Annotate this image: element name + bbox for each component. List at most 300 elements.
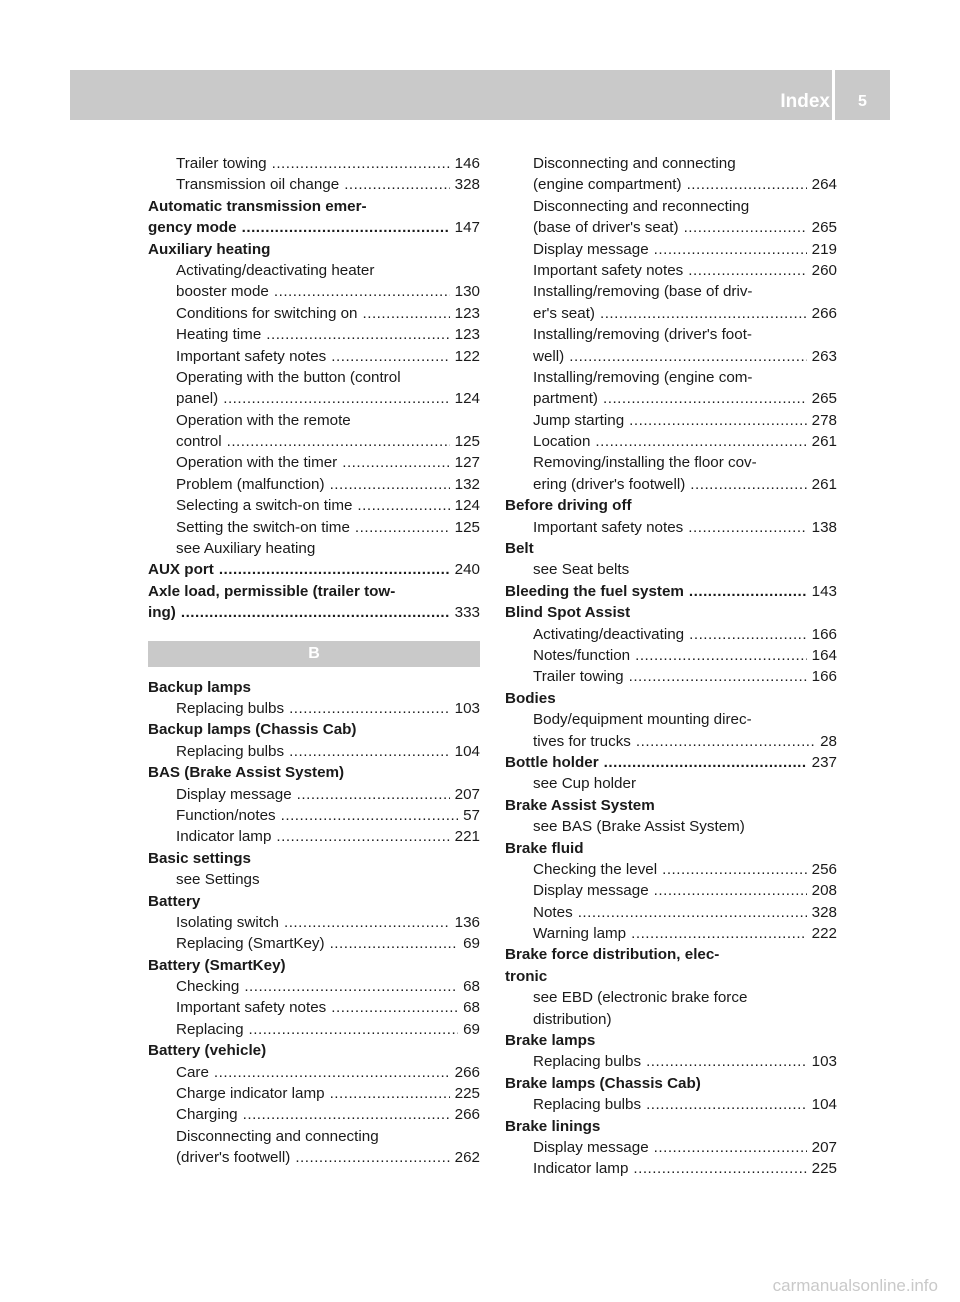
- entry-text: partment): [533, 390, 598, 408]
- index-subentry: [505, 474, 837, 495]
- index-entry: [148, 217, 480, 238]
- page-reference: 136: [454, 913, 480, 931]
- page-reference: 122: [454, 347, 480, 365]
- dot-leader: [242, 217, 450, 238]
- dot-leader: [344, 174, 449, 195]
- entry-text: see Seat belts: [533, 561, 630, 579]
- index-subentry: [505, 281, 837, 302]
- entry-text: Charge indicator lamp: [176, 1085, 325, 1103]
- page-reference: 260: [811, 261, 837, 279]
- dot-leader: [662, 859, 807, 880]
- page-reference: 278: [811, 411, 837, 429]
- index-entry: [148, 891, 480, 912]
- dot-leader: [363, 303, 450, 324]
- index-subentry: [148, 1083, 480, 1104]
- entry-text: Display message: [533, 882, 649, 900]
- index-entry: [148, 559, 480, 580]
- index-subentry: [148, 976, 480, 997]
- page-reference: 221: [454, 828, 480, 846]
- entry-text: panel): [176, 390, 219, 408]
- index-subentry: [148, 933, 480, 954]
- index-subentry: [148, 260, 480, 281]
- dot-leader: [284, 912, 450, 933]
- entry-text: Selecting a switch-on time: [176, 497, 353, 515]
- page-reference: 261: [811, 475, 837, 493]
- entry-text: Jump starting: [533, 411, 625, 429]
- index-subentry: [505, 324, 837, 345]
- entry-text: Care: [176, 1063, 209, 1081]
- dot-leader: [646, 1094, 807, 1115]
- index-entry: [505, 602, 837, 623]
- entry-text: Operation with the remote: [176, 411, 351, 429]
- index-subentry: [148, 346, 480, 367]
- index-subentry: [505, 1051, 837, 1072]
- index-subentry: [148, 495, 480, 516]
- entry-text: Important safety notes: [176, 999, 327, 1017]
- entry-text: ing): [148, 604, 176, 622]
- entry-text: Brake Assist System: [505, 796, 655, 814]
- page-reference: 104: [454, 742, 480, 760]
- index-entry: [505, 495, 837, 516]
- entry-text: Activating/deactivating: [533, 625, 685, 643]
- index-subentry: [505, 303, 837, 324]
- index-subentry: [505, 388, 837, 409]
- index-column-right: [505, 153, 837, 1180]
- index-subentry: [148, 538, 480, 559]
- index-entry: [505, 838, 837, 859]
- index-entry: [148, 762, 480, 783]
- index-entry: [148, 239, 480, 260]
- entry-text: Warning lamp: [533, 925, 627, 943]
- index-subentry: [505, 410, 837, 431]
- entry-text: Replacing bulbs: [533, 1053, 642, 1071]
- page-reference: 132: [454, 475, 480, 493]
- entry-text: see Settings: [176, 871, 260, 889]
- dot-leader: [688, 517, 806, 538]
- page-reference: 130: [454, 283, 480, 301]
- entry-text: Replacing (SmartKey): [176, 935, 325, 953]
- index-subentry: [148, 1126, 480, 1147]
- page-reference: 28: [820, 732, 837, 750]
- page-reference: 123: [454, 304, 480, 322]
- entry-text: Checking the level: [533, 860, 658, 878]
- dot-leader: [633, 1158, 806, 1179]
- entry-text: Heating time: [176, 326, 262, 344]
- entry-text: Trailer towing: [533, 668, 624, 686]
- index-subentry: [505, 559, 837, 580]
- index-subentry: [148, 1147, 480, 1168]
- dot-leader: [595, 431, 806, 452]
- dot-leader: [330, 1083, 450, 1104]
- index-entry: [505, 1073, 837, 1094]
- dot-leader: [219, 559, 450, 580]
- page-reference: 265: [811, 390, 837, 408]
- entry-text: Isolating switch: [176, 913, 279, 931]
- index-subentry: [148, 367, 480, 388]
- index-subentry: [148, 431, 480, 452]
- entry-text: Battery (vehicle): [148, 1042, 267, 1060]
- index-subentry: [505, 260, 837, 281]
- dot-leader: [604, 752, 807, 773]
- entry-text: Problem (malfunction): [176, 475, 325, 493]
- page-title: Index: [780, 91, 830, 112]
- entry-text: Replacing bulbs: [176, 742, 285, 760]
- entry-text: Battery: [148, 892, 201, 910]
- entry-text: Conditions for switching on: [176, 304, 358, 322]
- dot-leader: [654, 1137, 807, 1158]
- index-subentry: [505, 346, 837, 367]
- entry-text: Battery (SmartKey): [148, 956, 286, 974]
- dot-leader: [330, 933, 459, 954]
- page-reference: 265: [811, 219, 837, 237]
- dot-leader: [629, 410, 806, 431]
- index-entry: [505, 538, 837, 559]
- dot-leader: [281, 805, 458, 826]
- index-subentry: [505, 624, 837, 645]
- entry-text: Replacing bulbs: [533, 1096, 642, 1114]
- index-subentry: [505, 1009, 837, 1030]
- index-entry: [148, 955, 480, 976]
- page-reference: 123: [454, 326, 480, 344]
- entry-text: booster mode: [176, 283, 269, 301]
- dot-leader: [276, 826, 449, 847]
- dot-leader: [629, 666, 807, 687]
- index-subentry: [505, 666, 837, 687]
- dot-leader: [687, 174, 807, 195]
- entry-text: Transmission oil change: [176, 176, 340, 194]
- index-subentry: [505, 1158, 837, 1179]
- entry-text: Operating with the button (control: [176, 368, 401, 386]
- index-subentry: [505, 517, 837, 538]
- index-entry: [505, 944, 837, 965]
- page-reference: 146: [454, 155, 480, 172]
- page-reference: 208: [811, 882, 837, 900]
- page-reference: 103: [811, 1053, 837, 1071]
- page-reference: 143: [811, 582, 837, 600]
- dot-leader: [689, 581, 807, 602]
- dot-leader: [181, 602, 450, 623]
- index-entry: [148, 677, 480, 698]
- dot-leader: [635, 645, 807, 666]
- page-reference: 68: [463, 978, 480, 996]
- entry-text: Auxiliary heating: [148, 240, 271, 258]
- page-reference: 219: [811, 240, 837, 258]
- index-subentry: [148, 805, 480, 826]
- page-reference: 138: [811, 518, 837, 536]
- index-subentry: [505, 880, 837, 901]
- entry-text: er's seat): [533, 304, 595, 322]
- index-subentry: [505, 816, 837, 837]
- entry-text: Removing/installing the floor cov-: [533, 454, 757, 472]
- index-entry: [505, 1116, 837, 1137]
- page-reference: 57: [463, 806, 480, 824]
- dot-leader: [689, 624, 807, 645]
- page-reference: 104: [811, 1096, 837, 1114]
- index-subentry: [148, 869, 480, 890]
- page-reference: 261: [811, 433, 837, 451]
- entry-text: see EBD (electronic brake force: [533, 989, 748, 1007]
- entry-text: AUX port: [148, 561, 214, 579]
- entry-text: Automatic transmission emer-: [148, 197, 367, 215]
- entry-text: ering (driver's footwell): [533, 475, 686, 493]
- page-reference: 333: [454, 604, 480, 622]
- entry-text: Display message: [533, 1138, 649, 1156]
- dot-leader: [631, 923, 807, 944]
- entry-text: Brake fluid: [505, 839, 584, 857]
- entry-text: Before driving off: [505, 497, 632, 515]
- page-number: 5: [858, 93, 867, 110]
- watermark: carmanualsonline.info: [772, 1276, 938, 1295]
- page-reference: 166: [811, 625, 837, 643]
- entry-text: Indicator lamp: [176, 828, 272, 846]
- entry-text: Display message: [176, 785, 292, 803]
- index-entry: [148, 196, 480, 217]
- entry-text: control: [176, 433, 222, 451]
- page-reference: 103: [454, 699, 480, 717]
- index-subentry: [148, 452, 480, 473]
- index-subentry: [505, 859, 837, 880]
- dot-leader: [569, 346, 806, 367]
- index-entry: [505, 966, 837, 987]
- index-subentry: [505, 196, 837, 217]
- index-column-left: [148, 153, 480, 1169]
- entry-text: Notes/function: [533, 646, 631, 664]
- section-header: B: [148, 641, 480, 667]
- index-subentry: [505, 1094, 837, 1115]
- index-subentry: [505, 923, 837, 944]
- index-subentry: [505, 773, 837, 794]
- page-reference: 164: [811, 646, 837, 664]
- index-subentry: [505, 217, 837, 238]
- page-reference: 266: [454, 1063, 480, 1081]
- page-reference: 166: [811, 668, 837, 686]
- dot-leader: [244, 976, 458, 997]
- entry-text: Replacing: [176, 1020, 244, 1038]
- dot-leader: [272, 153, 450, 174]
- index-subentry: [148, 153, 480, 174]
- entry-text: see Auxiliary heating: [176, 540, 316, 558]
- entry-text: Important safety notes: [533, 261, 684, 279]
- page-reference: 266: [454, 1106, 480, 1124]
- entry-text: Installing/removing (engine com-: [533, 368, 753, 386]
- index-subentry: [505, 645, 837, 666]
- entry-text: Bleeding the fuel system: [505, 582, 684, 600]
- dot-leader: [355, 517, 450, 538]
- entry-text: Indicator lamp: [533, 1160, 629, 1178]
- entry-text: Trailer towing: [176, 155, 267, 172]
- index-entry: [148, 581, 480, 602]
- index-subentry: [148, 388, 480, 409]
- index-subentry: [505, 987, 837, 1008]
- index-subentry: [148, 1062, 480, 1083]
- index-subentry: [148, 784, 480, 805]
- index-subentry: [505, 367, 837, 388]
- entry-text: Disconnecting and connecting: [533, 155, 736, 172]
- entry-text: Checking: [176, 978, 240, 996]
- entry-text: Backup lamps (Chassis Cab): [148, 721, 357, 739]
- dot-leader: [249, 1019, 459, 1040]
- index-subentry: [148, 174, 480, 195]
- page-reference: 225: [454, 1085, 480, 1103]
- index-entry: [148, 602, 480, 623]
- index-subentry: [148, 1104, 480, 1125]
- entry-text: Important safety notes: [176, 347, 327, 365]
- entry-text: Notes: [533, 903, 573, 921]
- entry-text: Important safety notes: [533, 518, 684, 536]
- entry-text: Display message: [533, 240, 649, 258]
- entry-text: Belt: [505, 540, 534, 558]
- entry-text: (driver's footwell): [176, 1149, 291, 1167]
- index-subentry: [148, 517, 480, 538]
- dot-leader: [223, 388, 449, 409]
- dot-leader: [295, 1147, 449, 1168]
- index-subentry: [148, 997, 480, 1018]
- page-reference: 256: [811, 860, 837, 878]
- dot-leader: [274, 281, 450, 302]
- index-entry: [148, 719, 480, 740]
- page-reference: 147: [454, 219, 480, 237]
- index-subentry: [148, 826, 480, 847]
- entry-text: Blind Spot Assist: [505, 604, 631, 622]
- index-subentry: [505, 239, 837, 260]
- page-reference: 328: [811, 903, 837, 921]
- page-reference: 127: [454, 454, 480, 472]
- dot-leader: [636, 731, 815, 752]
- dot-leader: [266, 324, 449, 345]
- index-entry: [148, 1040, 480, 1061]
- page-reference: 222: [811, 925, 837, 943]
- entry-text: Brake lamps (Chassis Cab): [505, 1074, 701, 1092]
- dot-leader: [330, 474, 450, 495]
- index-subentry: [148, 303, 480, 324]
- index-entry: [505, 1030, 837, 1051]
- entry-text: tronic: [505, 967, 548, 985]
- index-subentry: [148, 741, 480, 762]
- dot-leader: [289, 741, 450, 762]
- index-subentry: [148, 1019, 480, 1040]
- index-subentry: [505, 731, 837, 752]
- entry-text: Disconnecting and reconnecting: [533, 197, 750, 215]
- dot-leader: [297, 784, 450, 805]
- dot-leader: [603, 388, 807, 409]
- index-subentry: [505, 452, 837, 473]
- entry-text: BAS (Brake Assist System): [148, 764, 345, 782]
- index-subentry: [505, 174, 837, 195]
- page-reference: 207: [811, 1138, 837, 1156]
- entry-text: Charging: [176, 1106, 238, 1124]
- page-reference: 263: [811, 347, 837, 365]
- entry-text: (base of driver's seat): [533, 219, 679, 237]
- entry-text: Activating/deactivating heater: [176, 261, 375, 279]
- dot-leader: [331, 997, 458, 1018]
- page-reference: 240: [454, 561, 480, 579]
- dot-leader: [688, 260, 806, 281]
- index-subentry: [148, 912, 480, 933]
- dot-leader: [357, 495, 449, 516]
- index-subentry: [505, 431, 837, 452]
- dot-leader: [684, 217, 807, 238]
- entry-text: distribution): [533, 1010, 612, 1028]
- entry-text: (engine compartment): [533, 176, 682, 194]
- index-subentry: [148, 324, 480, 345]
- entry-text: Installing/removing (driver's foot-: [533, 326, 752, 344]
- index-subentry: [505, 709, 837, 730]
- dot-leader: [227, 431, 450, 452]
- entry-text: Body/equipment mounting direc-: [533, 711, 752, 729]
- entry-text: Backup lamps: [148, 678, 251, 696]
- index-subentry: [505, 1137, 837, 1158]
- index-entry: [148, 848, 480, 869]
- dot-leader: [654, 880, 807, 901]
- index-subentry: [505, 153, 837, 174]
- entry-text: Installing/removing (base of driv-: [533, 283, 753, 301]
- dot-leader: [600, 303, 807, 324]
- page-reference: 225: [811, 1160, 837, 1178]
- entry-text: Setting the switch-on time: [176, 518, 350, 536]
- entry-text: Brake force distribution, elec-: [505, 946, 720, 964]
- index-subentry: [148, 698, 480, 719]
- entry-text: Brake lamps: [505, 1032, 596, 1050]
- page-reference: 69: [463, 1020, 480, 1038]
- page-reference: 124: [454, 390, 480, 408]
- page-reference: 262: [454, 1149, 480, 1167]
- dot-leader: [646, 1051, 807, 1072]
- dot-leader: [690, 474, 806, 495]
- entry-text: tives for trucks: [533, 732, 631, 750]
- page-reference: 207: [454, 785, 480, 803]
- dot-leader: [578, 902, 807, 923]
- entry-text: well): [533, 347, 565, 365]
- entry-text: see BAS (Brake Assist System): [533, 818, 745, 836]
- page-reference: 266: [811, 304, 837, 322]
- entry-text: Disconnecting and connecting: [176, 1127, 379, 1145]
- index-entry: [505, 752, 837, 773]
- entry-text: Axle load, permissible (trailer tow-: [148, 582, 396, 600]
- index-subentry: [148, 474, 480, 495]
- entry-text: see Cup holder: [533, 775, 637, 793]
- dot-leader: [289, 698, 450, 719]
- entry-text: Location: [533, 433, 591, 451]
- page-reference: 68: [463, 999, 480, 1017]
- entry-text: Operation with the timer: [176, 454, 338, 472]
- entry-text: Basic settings: [148, 849, 251, 867]
- entry-text: gency mode: [148, 219, 237, 237]
- page-reference: 125: [454, 433, 480, 451]
- page-reference: 237: [811, 753, 837, 771]
- index-subentry: [148, 281, 480, 302]
- dot-leader: [342, 452, 449, 473]
- entry-text: Replacing bulbs: [176, 699, 285, 717]
- entry-text: Function/notes: [176, 806, 276, 824]
- page-reference: 124: [454, 497, 480, 515]
- index-subentry: [148, 410, 480, 431]
- page-reference: 125: [454, 518, 480, 536]
- index-entry: [505, 581, 837, 602]
- dot-leader: [214, 1062, 450, 1083]
- index-entry: [505, 688, 837, 709]
- page-reference: 328: [454, 176, 480, 194]
- entry-text: Bottle holder: [505, 753, 599, 771]
- entry-text: Brake linings: [505, 1117, 601, 1135]
- index-entry: [505, 795, 837, 816]
- dot-leader: [654, 239, 807, 260]
- dot-leader: [331, 346, 449, 367]
- index-subentry: [505, 902, 837, 923]
- entry-text: Bodies: [505, 689, 556, 707]
- dot-leader: [243, 1104, 450, 1125]
- page-reference: 264: [811, 176, 837, 194]
- page-reference: 69: [463, 935, 480, 953]
